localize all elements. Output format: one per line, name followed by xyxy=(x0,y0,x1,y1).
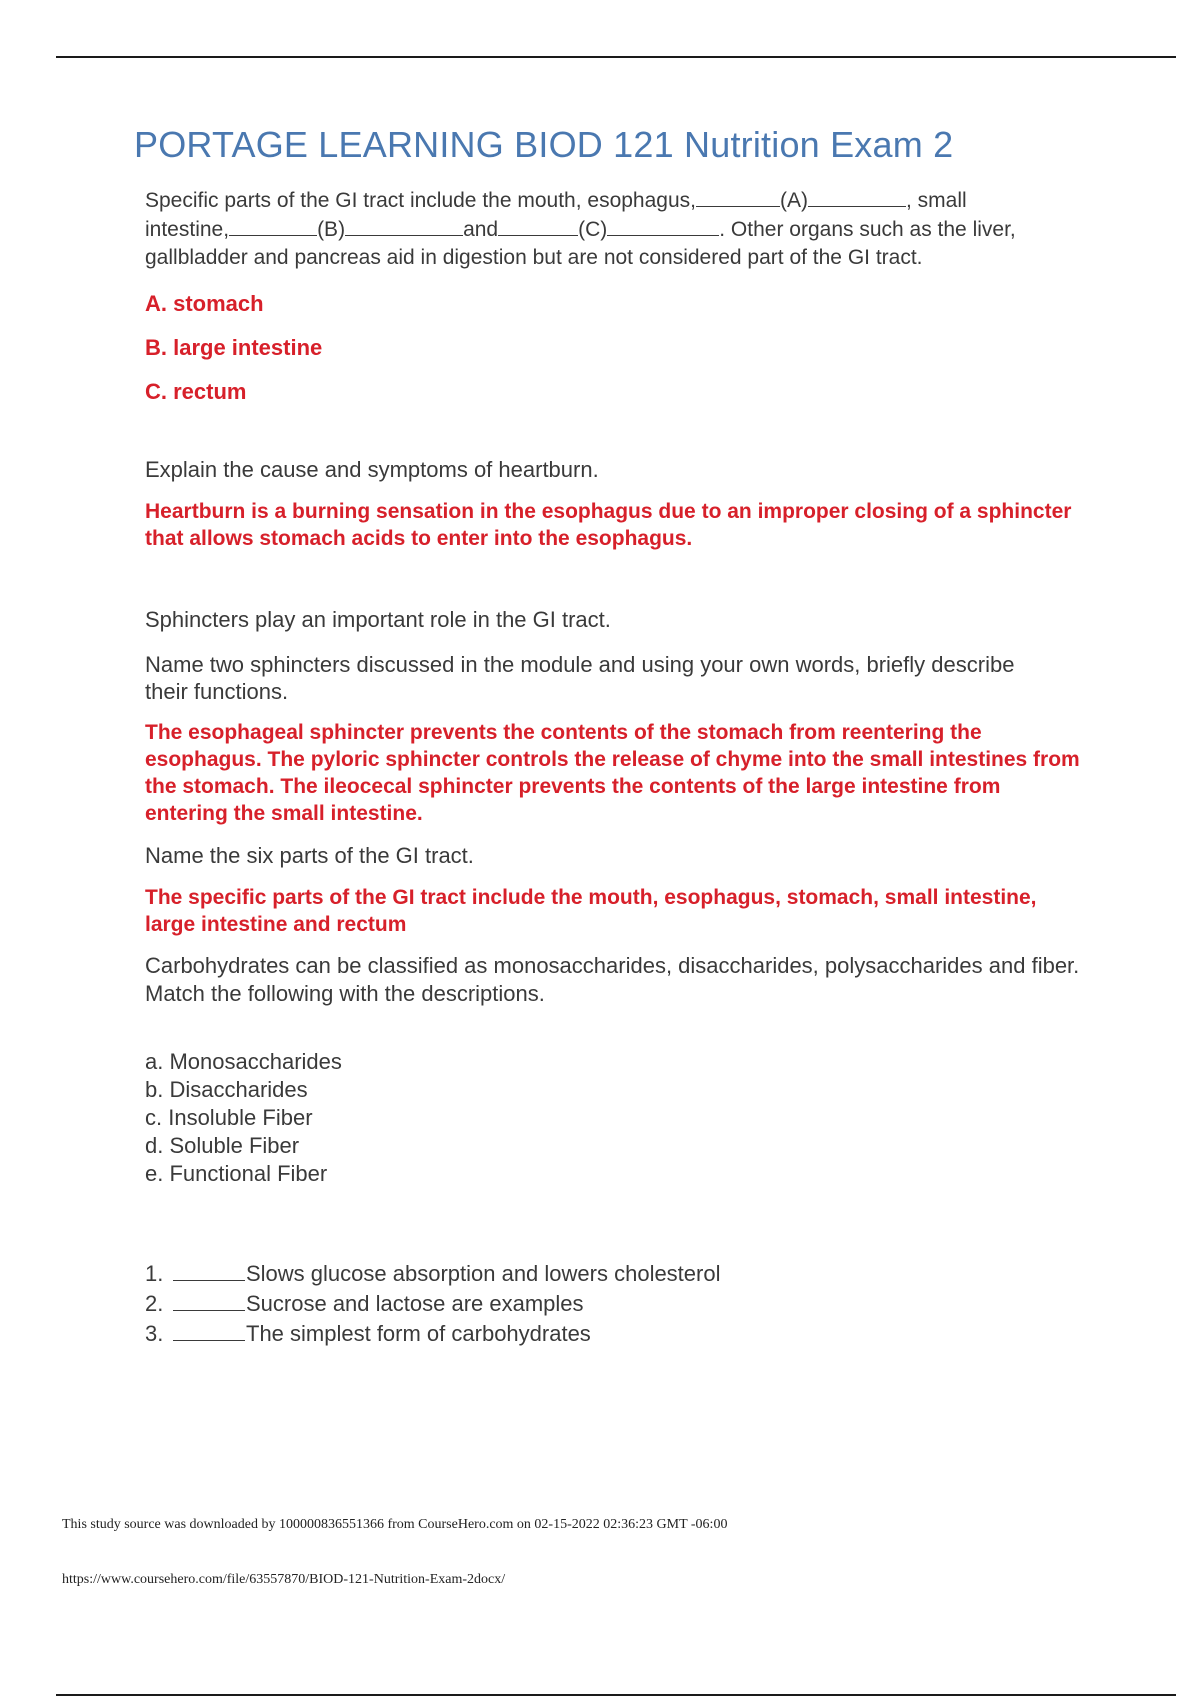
matching-description: Sucrose and lactose are examples xyxy=(246,1291,584,1316)
q1-part1: Specific parts of the GI tract include the mouth, esophagus, xyxy=(145,189,696,212)
question-2-text: Explain the cause and symptoms of heartburn. xyxy=(145,457,599,482)
blank-c-left xyxy=(498,215,578,236)
top-rule xyxy=(56,56,1176,58)
carbohydrate-options-list xyxy=(145,1048,1085,1188)
blank-a-right xyxy=(808,186,906,207)
blank-b-left xyxy=(229,215,317,236)
list-item: a. Monosaccharides xyxy=(145,1049,342,1074)
matching-blank xyxy=(173,1288,245,1311)
answer-c: C. rectum xyxy=(145,379,247,404)
blank-a-left xyxy=(696,186,780,207)
q1-part3: and xyxy=(463,218,499,241)
list-item: e. Functional Fiber xyxy=(145,1161,328,1186)
q1-part2: , small intestine, xyxy=(145,189,967,241)
list-item: c. Insoluble Fiber xyxy=(145,1105,313,1130)
matching-number: 1. xyxy=(145,1261,164,1286)
q1-label-c: (C) xyxy=(578,218,608,241)
q1-label-b: (B) xyxy=(317,218,346,241)
answer-4-text: The specific parts of the GI tract include the mouth, esophagus, stomach, small intestine, large intestine and rectum xyxy=(145,886,1037,936)
q1-label-a: (A) xyxy=(779,189,808,212)
matching-description: Slows glucose absorption and lowers cholesterol xyxy=(246,1261,721,1286)
matching-row xyxy=(145,1258,1085,1288)
question-4-text: Name the six parts of the GI tract. xyxy=(145,843,474,868)
exam-content xyxy=(145,186,1085,1348)
matching-blank xyxy=(173,1258,245,1281)
answer-b: B. large intestine xyxy=(145,335,323,360)
matching-row xyxy=(145,1318,1085,1348)
blank-b-right xyxy=(345,215,463,236)
answer-3-text: The esophageal sphincter prevents the contents of the stomach from reentering the esophagus. The pyloric sphincter controls the release of chyme into the small intestines from the stomach. The ileocecal sphincter prevents the contents of the large intestine from entering the small intestine. xyxy=(145,721,1080,825)
blank-c-right xyxy=(607,215,719,236)
answer-2-text: Heartburn is a burning sensation in the esophagus due to an improper closing of a sphincter that allows stomach acids to enter into the esophagus. xyxy=(145,500,1072,550)
list-item: d. Soluble Fiber xyxy=(145,1133,300,1158)
matching-blank xyxy=(173,1318,245,1341)
q1-part4: . Other organs such as the liver, gallbladder and pancreas aid in digestion but are not considered part of the GI tract. xyxy=(145,218,1016,269)
page-title: PORTAGE LEARNING BIOD 121 Nutrition Exam 2 xyxy=(134,124,954,165)
question-3-text: Name two sphincters discussed in the module and using your own words, briefly describe their functions. xyxy=(145,652,1015,704)
matching-row xyxy=(145,1288,1085,1318)
question-1-text xyxy=(145,186,1045,272)
matching-description: The simplest form of carbohydrates xyxy=(246,1321,591,1346)
question-3-intro: Sphincters play an important role in the GI tract. xyxy=(145,607,611,632)
matching-number: 3. xyxy=(145,1321,164,1346)
matching-items xyxy=(145,1258,1085,1348)
bottom-rule xyxy=(56,1694,1176,1696)
answer-a: A. stomach xyxy=(145,291,264,316)
matching-number: 2. xyxy=(145,1291,164,1316)
question-5-text: Carbohydrates can be classified as monosaccharides, disaccharides, polysaccharides and fiber. Match the following with the descriptions. xyxy=(145,953,1080,1006)
source-url[interactable]: https://www.coursehero.com/file/63557870/BIOD-121-Nutrition-Exam-2docx/ xyxy=(62,1572,506,1587)
source-notice: This study source was downloaded by 100000836551366 from CourseHero.com on 02-15-2022 02:36:23 GMT -06:00 xyxy=(62,1517,728,1532)
list-item: b. Disaccharides xyxy=(145,1077,308,1102)
